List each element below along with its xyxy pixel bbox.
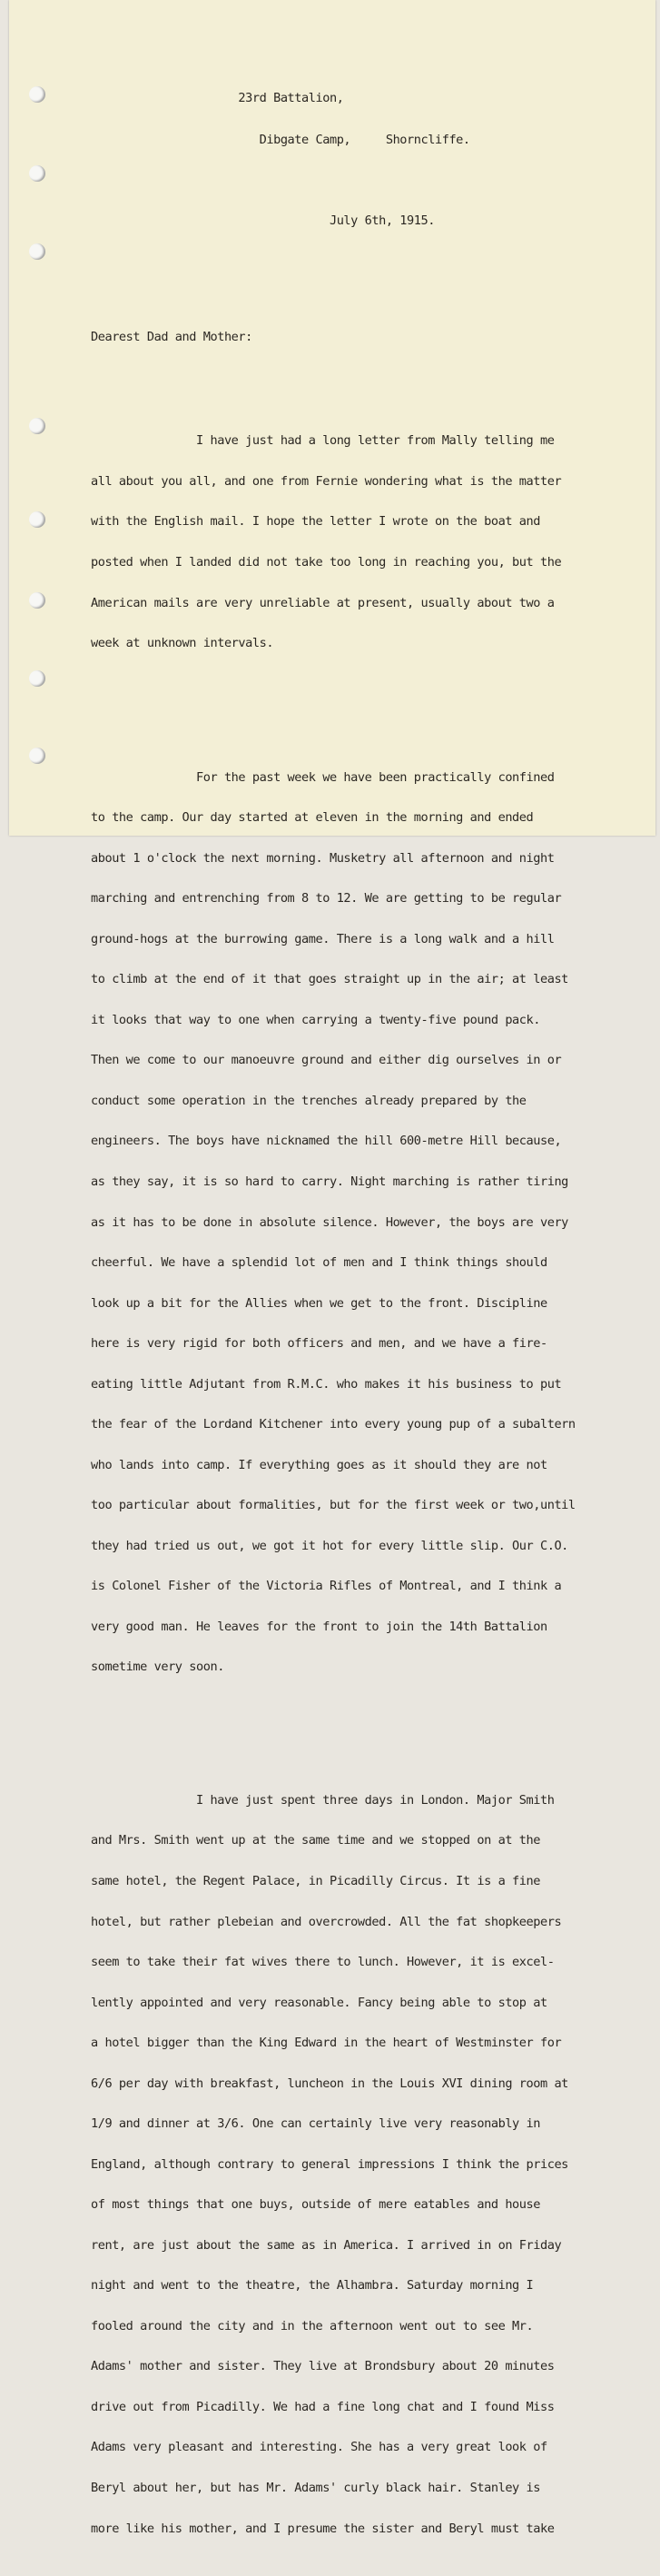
text-line: same hotel, the Regent Palace, in Picadilly Circus. It is a fine [91, 1874, 540, 1888]
text-line: look up a bit for the Allies when we get to the front. Discipline [91, 1295, 547, 1311]
heading-date: July 6th, 1915. [91, 213, 435, 229]
letter-text [91, 38, 635, 2576]
text-line: Adams very pleasant and interesting. She has a very great look of [91, 2440, 547, 2455]
text-line: For the past week we have been practically confined [91, 769, 555, 785]
text-line: more like his mother, and I presume the sister and Beryl must take [91, 2521, 555, 2536]
text-line: hotel, but rather plebeian and overcrowded. All the fat shopkeepers [91, 1914, 562, 1929]
letter-heading [91, 65, 635, 256]
text-line: 1/9 and dinner at 3/6. One can certainly live very reasonably in [91, 2116, 540, 2132]
binder-hole [29, 86, 45, 103]
paragraph-1 [91, 408, 635, 678]
text-line: fooled around the city and in the afternoon went out to see Mr. [91, 2318, 534, 2333]
text-line: week at unknown intervals. [91, 636, 274, 651]
text-line: all about you all, and one from Fernie wondering what is the matter [91, 473, 562, 489]
text-line: night and went to the theatre, the Alhambra. Saturday morning I [91, 2278, 534, 2294]
binder-hole [29, 670, 45, 687]
text-line: Beryl about her, but has Mr. Adams' curly black hair. Stanley is [91, 2480, 540, 2495]
binder-hole [29, 243, 45, 260]
text-line: engineers. The boys have nicknamed the hill 600-metre Hill because, [91, 1134, 562, 1149]
text-line: to climb at the end of it that goes straight up in the air; at least [91, 972, 568, 987]
text-line: a hotel bigger than the King Edward in the heart of Westminster for [91, 2036, 562, 2051]
text-line: sometime very soon. [91, 1660, 224, 1675]
text-line: as they say, it is so hard to carry. Night marching is rather tiring [91, 1174, 568, 1189]
text-line: Adams' mother and sister. They live at Brondsbury about 20 minutes [91, 2359, 555, 2374]
paragraph-3 [91, 1767, 635, 2562]
text-line: as it has to be done in absolute silence. However, the boys are very [91, 1214, 568, 1230]
binder-hole [29, 511, 45, 528]
text-line: too particular about formalities, but for the first week or two,until [91, 1498, 576, 1513]
text-line: who lands into camp. If everything goes as it should they are not [91, 1457, 547, 1472]
text-line: 6/6 per day with breakfast, luncheon in the Louis XVI dining room at [91, 2076, 568, 2091]
heading-line: 23rd Battalion, [91, 91, 344, 106]
text-line: cheerful. We have a splendid lot of men and I think things should [91, 1255, 547, 1271]
text-line: rent, are just about the same as in America. I arrived in on Friday [91, 2237, 562, 2253]
text-line: and Mrs. Smith went up at the same time and we stopped on at the [91, 1833, 540, 1848]
text-line: the fear of the Lordand Kitchener into every young pup of a subaltern [91, 1417, 576, 1432]
text-line: drive out from Picadilly. We had a fine long chat and I found Miss [91, 2399, 555, 2414]
text-line: American mails are very unreliable at present, usually about two a [91, 595, 555, 610]
binder-hole [29, 418, 45, 434]
text-line: posted when I landed did not take too long in reaching you, but the [91, 555, 562, 570]
text-line: ground-hogs at the burrowing game. There is a long walk and a hill [91, 931, 555, 946]
text-line: I have just had a long letter from Mally telling me [91, 433, 555, 449]
text-line: marching and entrenching from 8 to 12. We are getting to be regular [91, 891, 562, 907]
text-line: here is very rigid for both officers and men, and we have a fire- [91, 1336, 547, 1352]
text-line: very good man. He leaves for the front to join the 14th Battalion [91, 1619, 547, 1634]
text-line: I have just spent three days in London. Major Smith [91, 1792, 555, 1808]
text-line: with the English mail. I hope the letter I wrote on the boat and [91, 514, 540, 530]
text-line: seem to take their fat wives there to lunch. However, it is excel- [91, 1955, 555, 1970]
text-line: of most things that one buys, outside of mere eatables and house [91, 2197, 540, 2213]
binder-hole [29, 748, 45, 764]
text-line: it looks that way to one when carrying a twenty-five pound pack. [91, 1012, 540, 1027]
salutation: Dearest Dad and Mother: [91, 329, 252, 344]
text-line: they had tried us out, we got it hot for every little slip. Our C.O. [91, 1538, 568, 1553]
text-line: is Colonel Fisher of the Victoria Rifles of Montreal, and I think a [91, 1579, 562, 1594]
text-line: lently appointed and very reasonable. Fancy being able to stop at [91, 1995, 547, 2010]
text-line: conduct some operation in the trenches already prepared by the [91, 1093, 527, 1108]
text-line: England, although contrary to general impressions I think the prices [91, 2156, 568, 2172]
text-line: to the camp. Our day started at eleven in the morning and ended [91, 810, 534, 826]
paragraph-2 [91, 744, 635, 1701]
text-line: about 1 o'clock the next morning. Musketry all afternoon and night [91, 850, 555, 866]
text-line: Then we come to our manoeuvre ground and either dig ourselves in or [91, 1053, 562, 1068]
text-line: eating little Adjutant from R.M.C. who makes it his business to put [91, 1376, 562, 1392]
heading-line: Dibgate Camp, Shorncliffe. [91, 133, 470, 148]
binder-hole [29, 165, 45, 182]
binder-hole [29, 592, 45, 609]
